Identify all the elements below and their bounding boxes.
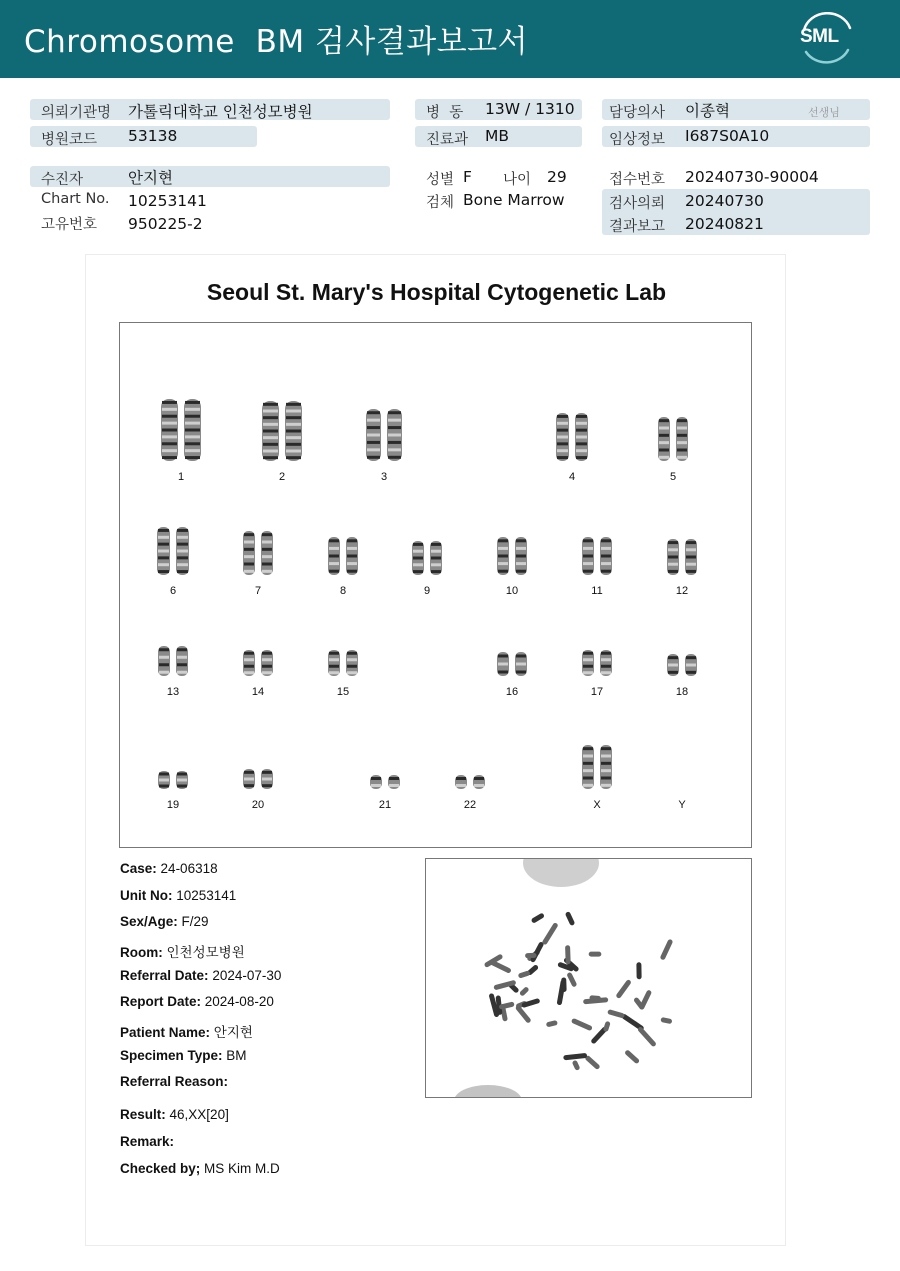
chromosome-pair-1 <box>161 399 201 461</box>
specimen-value: Bone Marrow <box>463 191 565 209</box>
metaphase-chromosome <box>515 1005 532 1024</box>
unique-value: 950225-2 <box>128 215 203 233</box>
chart-value: 10253141 <box>128 192 207 210</box>
chromosome-pair-20 <box>243 769 273 789</box>
sex-value: F <box>463 168 472 186</box>
dept-value: MB <box>485 127 510 145</box>
chromosome-pair-2 <box>262 401 302 461</box>
chromosome-label-10: 10 <box>505 585 519 597</box>
chromosome-label-15: 15 <box>336 686 350 698</box>
clinical-label: 임상정보 <box>609 132 666 148</box>
chromosome-label-19: 19 <box>166 799 180 811</box>
chromosome-label-18: 18 <box>675 686 689 698</box>
metaphase-chromosome <box>530 941 545 963</box>
patient-name-field: Patient Name: 안지현 <box>120 1025 253 1040</box>
chromosome-label-8: 8 <box>339 585 347 597</box>
report-header <box>0 0 900 78</box>
chromosome-label-16: 16 <box>505 686 519 698</box>
chromosome-pair-19 <box>158 771 188 789</box>
unique-label: 고유번호 <box>41 217 98 233</box>
metaphase-chromosome <box>660 1017 672 1024</box>
chromosome-pair-10 <box>497 537 527 575</box>
metaphase-chromosome <box>589 952 602 957</box>
metaphase-image <box>425 858 752 1098</box>
chromosome-pair-3 <box>366 409 402 461</box>
chromosome-pair-15 <box>328 650 358 676</box>
patient-label: 수진자 <box>41 172 84 188</box>
metaphase-chromosome <box>636 962 641 979</box>
unit-no-field: Unit No: 10253141 <box>120 888 237 903</box>
metaphase-chromosome <box>531 912 545 923</box>
chromosome-label-11: 11 <box>591 585 603 597</box>
institution-value: 가톨릭대학교 인천성모병원 <box>128 103 313 121</box>
specimen-type-field: Specimen Type: BM <box>120 1048 247 1063</box>
report-date-value: 20240821 <box>685 215 764 233</box>
result-field: Result: 46,XX[20] <box>120 1107 229 1122</box>
institution-label: 의뢰기관명 <box>41 105 112 121</box>
chromosome-label-20: 20 <box>251 799 265 811</box>
cytogenetic-report <box>85 254 786 1246</box>
metaphase-chromosome <box>607 1009 625 1019</box>
doctor-label: 담당의사 <box>609 105 666 121</box>
age-value: 29 <box>547 168 567 186</box>
chromosome-pair-21 <box>370 775 400 789</box>
request-label: 검사의뢰 <box>609 196 666 212</box>
chromosome-label-6: 6 <box>169 585 177 597</box>
referral-date-field: Referral Date: 2024-07-30 <box>120 968 282 983</box>
case-field: Case: 24-06318 <box>120 861 218 876</box>
chromosome-label-17: 17 <box>590 686 604 698</box>
patient-row <box>30 166 390 187</box>
request-value: 20240730 <box>685 192 764 210</box>
metaphase-chromosome <box>521 998 540 1008</box>
sex-label: 성별 <box>426 172 455 188</box>
metaphase-chromosome <box>660 939 674 961</box>
chromosome-label-14: 14 <box>251 686 265 698</box>
receipt-label: 접수번호 <box>609 172 666 188</box>
chart-label: Chart No. <box>41 191 110 207</box>
chromosome-pair-4 <box>556 413 588 461</box>
chromosome-pair-5 <box>658 417 688 461</box>
metaphase-chromosome <box>572 1060 581 1071</box>
clinical-value: I687S0A10 <box>685 127 770 145</box>
chromosome-pair-22 <box>455 775 485 789</box>
metaphase-chromosome <box>584 1055 600 1070</box>
metaphase-chromosome <box>563 1053 587 1060</box>
age-label: 나이 <box>503 172 532 188</box>
metaphase-chromosome <box>603 1021 611 1033</box>
chromosome-pair-6 <box>157 527 189 575</box>
chromosome-label-2: 2 <box>278 471 286 483</box>
checked-by-field: Checked by; MS Kim M.D <box>120 1161 280 1176</box>
page-title: Chromosome BM 검사결과보고서 <box>24 24 529 60</box>
chromosome-label-12: 12 <box>675 585 689 597</box>
chromosome-label-5: 5 <box>669 471 677 483</box>
chromosome-label-22: 22 <box>463 799 477 811</box>
dept-label: 진료과 <box>426 132 469 148</box>
chromosome-label-1: 1 <box>177 471 185 483</box>
chromosome-pair-12 <box>667 539 697 575</box>
receipt-value: 20240730-90004 <box>685 168 819 186</box>
ward-label: 병 동 <box>426 105 464 121</box>
metaphase-chromosome <box>546 1020 558 1027</box>
chromosome-pair-17 <box>582 650 612 676</box>
hospital-code-label: 병원코드 <box>41 132 98 148</box>
chromosome-pair-7 <box>243 531 273 575</box>
sex-age-field: Sex/Age: F/29 <box>120 914 209 929</box>
metaphase-chromosome <box>615 979 632 999</box>
specimen-label: 검체 <box>426 195 455 211</box>
doctor-suffix: 선생님 <box>808 106 840 119</box>
report-date-field: Report Date: 2024-08-20 <box>120 994 274 1009</box>
referral-reason-field: Referral Reason: <box>120 1074 229 1089</box>
chromosome-pair-8 <box>328 537 358 575</box>
chromosome-label-21: 21 <box>378 799 392 811</box>
chromosome-label-4: 4 <box>568 471 576 483</box>
metaphase-chromosome <box>557 979 566 1005</box>
metaphase-chromosome <box>624 1049 640 1064</box>
metaphase-chromosome <box>519 986 530 997</box>
chromosome-pair-18 <box>667 654 697 676</box>
hospital-code-value: 53138 <box>128 127 178 145</box>
metaphase-chromosome <box>565 911 576 926</box>
metaphase-spread-image <box>426 859 752 1098</box>
chromosome-label-X: X <box>593 799 601 811</box>
chromosome-pair-16 <box>497 652 527 676</box>
doctor-value: 이종혁 <box>685 102 730 120</box>
metaphase-chromosome <box>541 922 558 945</box>
lab-title: Seoul St. Mary's Hospital Cytogenetic Lab <box>206 279 667 305</box>
chromosome-pair-14 <box>243 650 273 676</box>
chromosome-pair-X <box>582 745 612 789</box>
chromosome-pair-13 <box>158 646 188 676</box>
chromosome-label-Y: Y <box>678 799 686 811</box>
room-field: Room: 인천성모병원 <box>120 945 245 960</box>
metaphase-chromosome <box>571 1018 593 1031</box>
sml-logo <box>796 12 858 66</box>
remark-field: Remark: <box>120 1134 175 1149</box>
chromosome-label-9: 9 <box>423 585 431 597</box>
chromosome-pair-9 <box>412 541 442 575</box>
logo-text: SML <box>800 26 839 47</box>
metaphase-chromosome <box>589 995 601 1001</box>
report-date-label: 결과보고 <box>609 219 666 235</box>
chromosome-label-3: 3 <box>380 471 388 483</box>
metaphase-chromosome <box>637 1026 657 1047</box>
chromosome-pair-11 <box>582 537 612 575</box>
chromosome-label-13: 13 <box>166 686 180 698</box>
metaphase-chromosome <box>566 972 577 988</box>
patient-value: 안지현 <box>128 169 173 187</box>
metaphase-chromosome <box>518 970 531 978</box>
metaphase-chromosome <box>525 953 537 958</box>
chromosome-label-7: 7 <box>254 585 262 597</box>
metaphase-chromosome <box>565 945 571 964</box>
karyogram <box>119 322 752 848</box>
ward-value: 13W / 1310 <box>485 100 575 118</box>
